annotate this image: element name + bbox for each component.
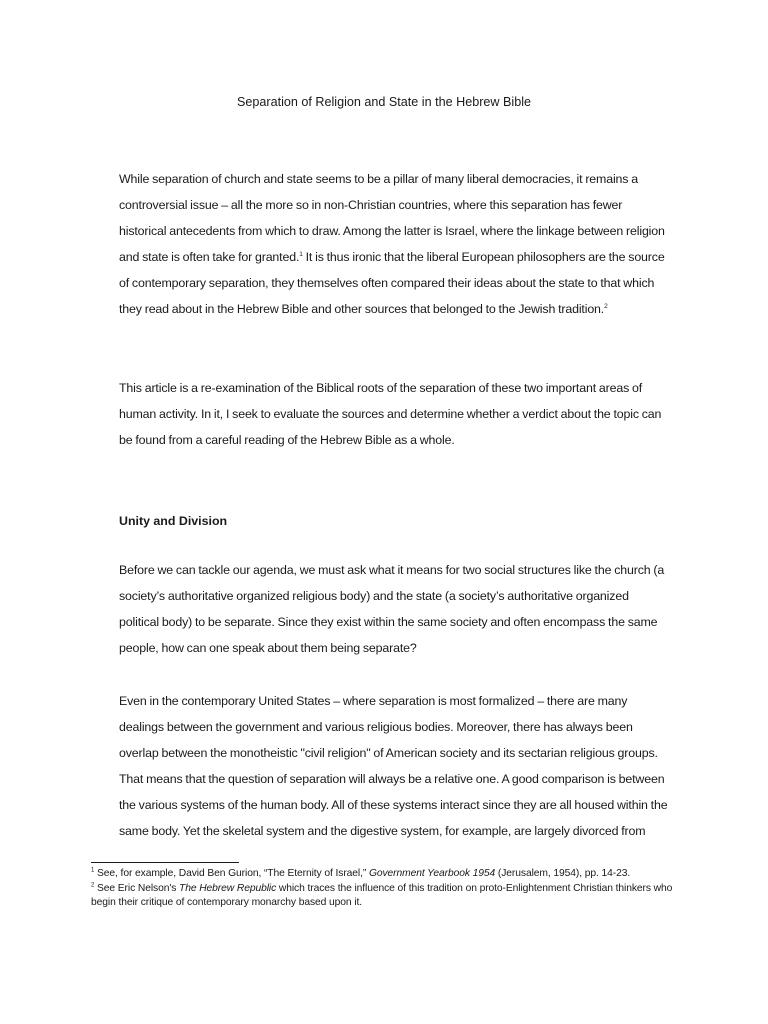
footnote-reference-2: 2 bbox=[604, 302, 608, 310]
paragraph-article-purpose: This article is a re-examination of the Biblical roots of the separation of these two important areas of human activity. In it, I seek to evaluate the sources and determine whether a verdict about the topic can be found from a careful reading of the Hebrew Bible as a whole. bbox=[119, 381, 662, 447]
paragraph-intro bbox=[119, 166, 669, 322]
footnotes bbox=[91, 867, 681, 911]
paragraph-agenda: Before we can tackle our agenda, we must ask what it means for two social structures like the church (a society’s authoritative organized religious body) and the state (a society’s authoritative organized political body) to be separate. Since they exist within the same society and often encompass the same people, how can one speak about them being separate? bbox=[119, 563, 665, 655]
footnote-reference-1: 1 bbox=[299, 250, 303, 258]
document-title: Separation of Religion and State in the Hebrew Bible bbox=[236, 95, 532, 109]
footnote-text: which traces the influence of this tradition on proto-Enlightenment Christian thinkers who begin their critique of contemporary monarchy based upon it. bbox=[91, 882, 673, 908]
paragraph-intro-text-a: While separation of church and state seems to be a pillar of many liberal democracies, it remains a controversial issue – all the more so in non-Christian countries, where this separation has fewer historical antecedents from which to draw. Among the latter is Israel, where the linkage between religion and state is often take for granted. bbox=[119, 172, 665, 264]
paragraph-intro-text-b: It is thus ironic that the liberal European philosophers are the source of contemporary separation, they themselves often compared their ideas about the state to that which they read about in the Hebrew Bible and other sources that belonged to the Jewish tradition. bbox=[119, 250, 665, 316]
footnote-italic-title: Government Yearbook 1954 bbox=[368, 868, 496, 879]
footnote-number: 2 bbox=[91, 882, 95, 889]
footnote-text: See, for example, David Ben Gurion, “The Eternity of Israel,” bbox=[94, 868, 369, 879]
footnote-text: See Eric Nelson's bbox=[94, 882, 180, 894]
footnote-number: 1 bbox=[91, 867, 95, 874]
footnote-1 bbox=[91, 867, 681, 882]
section-heading: Unity and Division bbox=[119, 514, 228, 528]
footnote-2 bbox=[91, 882, 681, 911]
footnote-text: (Jerusalem, 1954), pp. 14-23. bbox=[495, 868, 631, 879]
footnote-separator bbox=[91, 862, 239, 863]
footnote-italic-title: The Hebrew Republic bbox=[179, 882, 277, 894]
paragraph-united-states: Even in the contemporary United States – where separation is most formalized – there are many dealings between the government and various religious bodies. Moreover, there has always been overlap between the monotheistic "civil religion" of American society and its sectarian religious groups. That means that the question of separation will always be a relative one. A good comparison is between the various systems of the human body. All of these systems interact since they are all housed within the same body. Yet the skeletal system and the digestive system, for example, are largely divorced from bbox=[119, 694, 668, 838]
